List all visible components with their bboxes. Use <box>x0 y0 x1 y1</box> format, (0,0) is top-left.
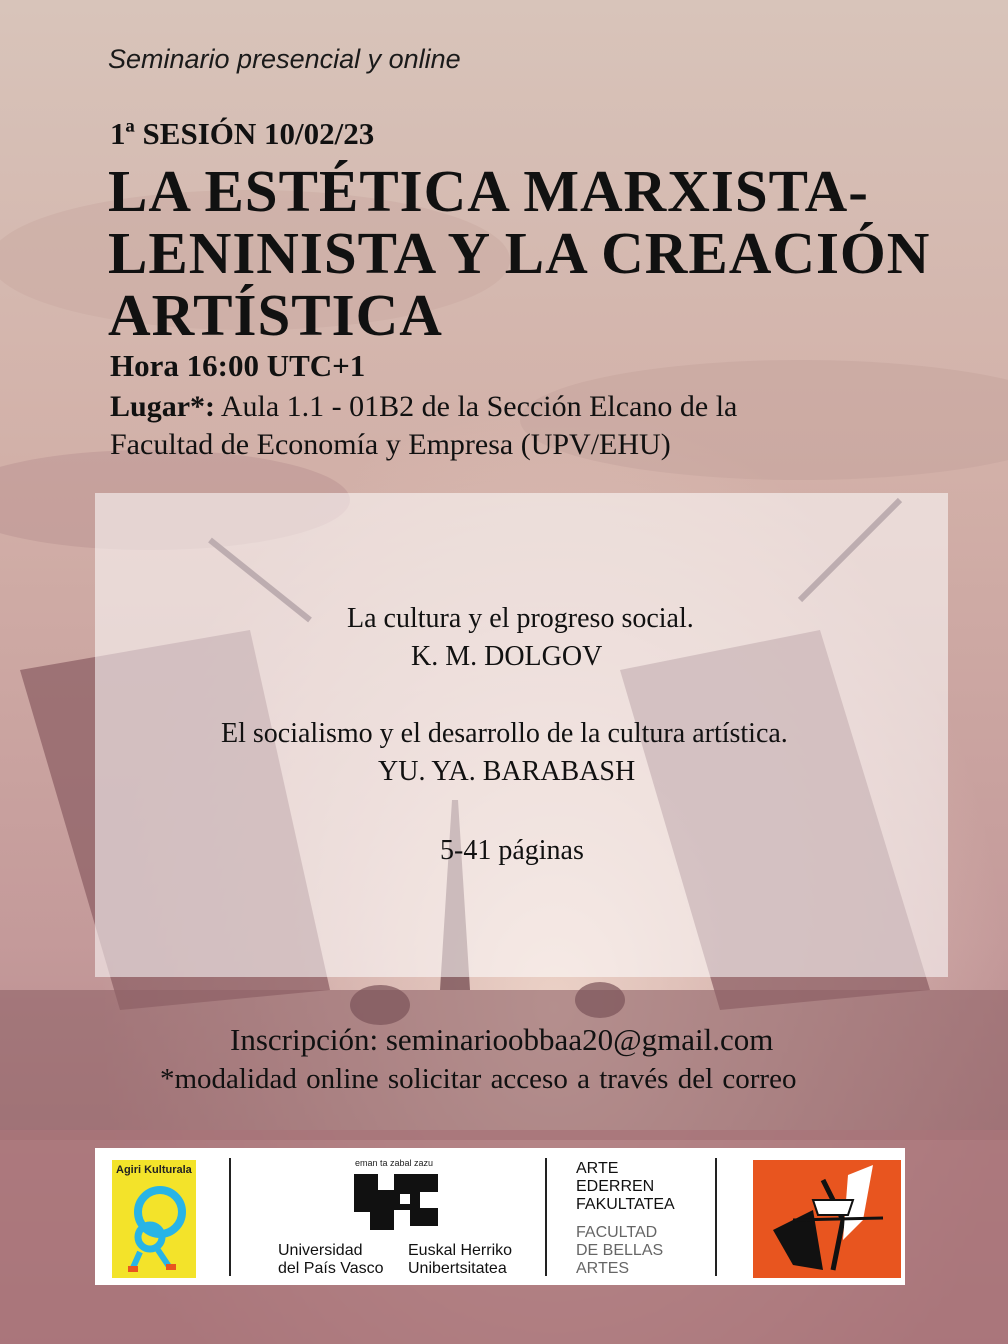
reading-1-author: K. M. DOLGOV <box>411 641 603 672</box>
bbaa-name-es: FACULTAD DE BELLAS ARTES <box>576 1224 664 1277</box>
title-line-1: LA ESTÉTICA MARXISTA- <box>108 158 869 224</box>
time-text: Hora 16:00 UTC+1 <box>110 348 366 383</box>
agiri-logo <box>112 1160 196 1278</box>
location-text-2: Facultad de Economía y Empresa (UPV/EHU) <box>110 428 671 461</box>
title-line-2: LENINISTA Y LA CREACIÓN <box>108 220 931 286</box>
title-line-3: ARTÍSTICA <box>108 282 443 348</box>
divider <box>545 1158 547 1276</box>
registration-text[interactable]: Inscripción: seminarioobbaa20@gmail.com <box>230 1022 774 1057</box>
pages-text: 5-41 páginas <box>440 835 584 866</box>
upv-motto: eman ta zabal zazu <box>355 1158 434 1168</box>
agiri-figure-icon <box>120 1182 190 1274</box>
reading-2-author: YU. YA. BARABASH <box>378 756 636 787</box>
upv-ehu-logo-icon <box>350 1170 442 1234</box>
page-title <box>108 160 968 346</box>
location-block <box>110 388 737 464</box>
upv-name-eu: Euskal Herriko Unibertsitatea <box>408 1242 513 1277</box>
logos-bar <box>95 1148 905 1285</box>
divider <box>715 1158 717 1276</box>
agiri-logo-label: Agiri Kulturala <box>116 1164 192 1176</box>
session-date: 1ª SESIÓN 10/02/23 <box>110 116 375 151</box>
bbaa-name-eu: ARTE EDERREN FAKULTATEA <box>576 1160 675 1213</box>
reading-2-title: El socialismo y el desarrollo de la cultura artística. <box>221 718 788 749</box>
upv-name-es: Universidad del País Vasco <box>278 1242 384 1277</box>
location-text: Aula 1.1 - 01B2 de la Sección Elcano de la <box>215 390 738 423</box>
reading-1-title: La cultura y el progreso social. <box>347 603 694 634</box>
subtitle: Seminario presencial y online <box>108 44 461 74</box>
divider <box>229 1158 231 1276</box>
online-note: *modalidad online solicitar acceso a través del correo <box>160 1063 797 1095</box>
bellas-artes-emblem-icon <box>753 1160 901 1278</box>
location-label: Lugar*: <box>110 390 215 423</box>
